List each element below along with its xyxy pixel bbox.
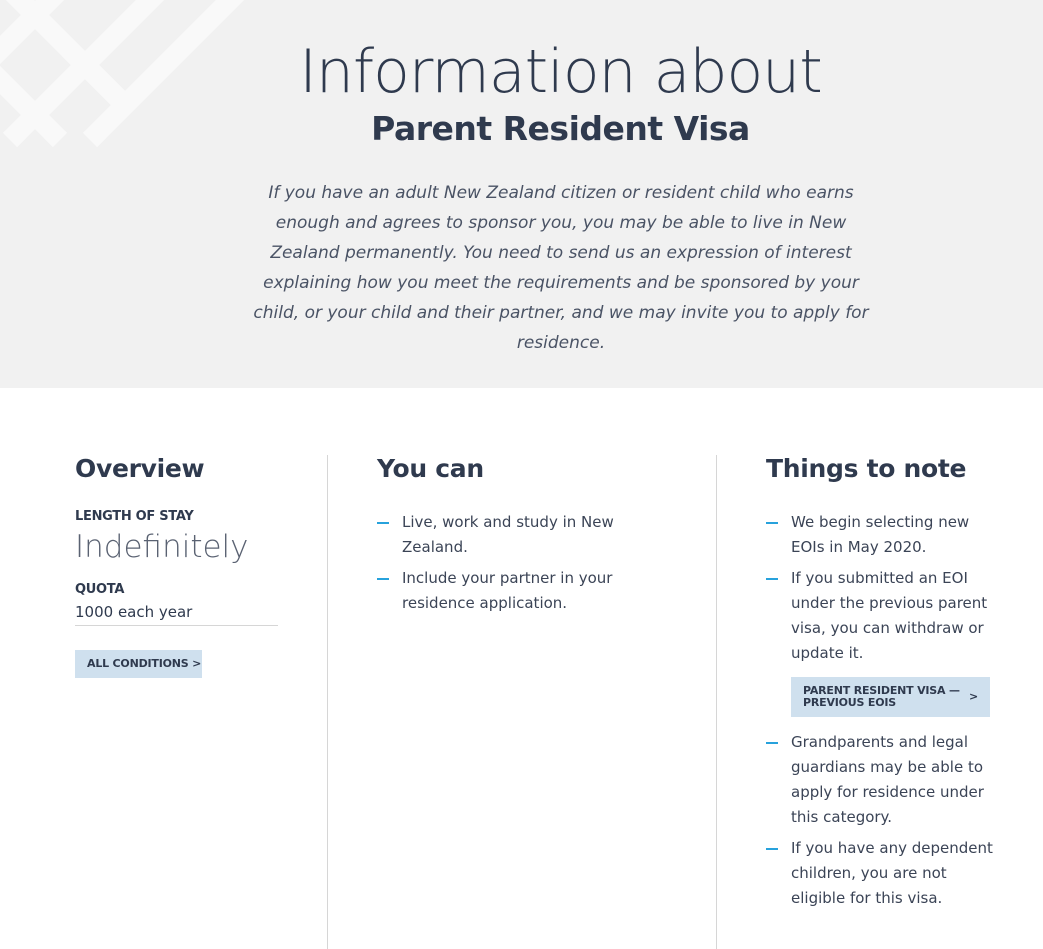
quota-value: 1000 each year [75,603,193,621]
divider [75,625,278,626]
dash-bullet-icon [766,848,778,850]
visa-name-heading: Parent Resident Visa [371,109,750,148]
list-item: If you submitted an EOI under the previous parent visa, you can withdraw or update it. [766,566,1001,666]
list-item: Grandparents and legal guardians may be able to apply for residence under this category. [766,730,1001,830]
column-divider [716,455,717,949]
dash-bullet-icon [377,578,389,580]
you-can-list [377,510,617,622]
length-of-stay-label: LENGTH OF STAY [75,509,194,524]
visa-description: If you have an adult New Zealand citizen or resident child who earns enough and agrees to sponsor you, you may be able to live in New Zealand permanently. You need to send us an expression of interest explaining how you meet the requirements and be sponsored by your child, or your child and their partner, and we may invite you to apply for residence. [253,183,869,353]
dash-bullet-icon [766,742,778,744]
overview-heading: Overview [75,454,205,483]
previous-eois-button-label: PARENT RESIDENT VISA — PREVIOUS EOIS [803,684,960,709]
previous-eois-button[interactable] [791,677,990,717]
list-item: We begin selecting new EOIs in May 2020. [766,510,1001,560]
list-item: Include your partner in your residence application. [377,566,617,616]
hero-section [0,0,1043,388]
length-of-stay-value: Indefinitely [75,529,249,565]
dash-bullet-icon [766,522,778,524]
all-conditions-button[interactable]: ALL CONDITIONS > [75,650,202,678]
things-to-note-heading: Things to note [766,454,967,483]
dash-bullet-icon [766,578,778,580]
list-item: Live, work and study in New Zealand. [377,510,617,560]
quota-label: QUOTA [75,582,125,597]
you-can-heading: You can [377,454,484,483]
visa-details [0,388,1043,949]
dash-bullet-icon [377,522,389,524]
things-to-note-list-continued [766,730,1001,917]
page-title: Information about [299,37,822,107]
things-to-note-list [766,510,1001,672]
chevron-right-icon: > [968,690,978,703]
column-divider [327,455,328,949]
list-item: If you have any dependent children, you are not eligible for this visa. [766,836,1001,911]
